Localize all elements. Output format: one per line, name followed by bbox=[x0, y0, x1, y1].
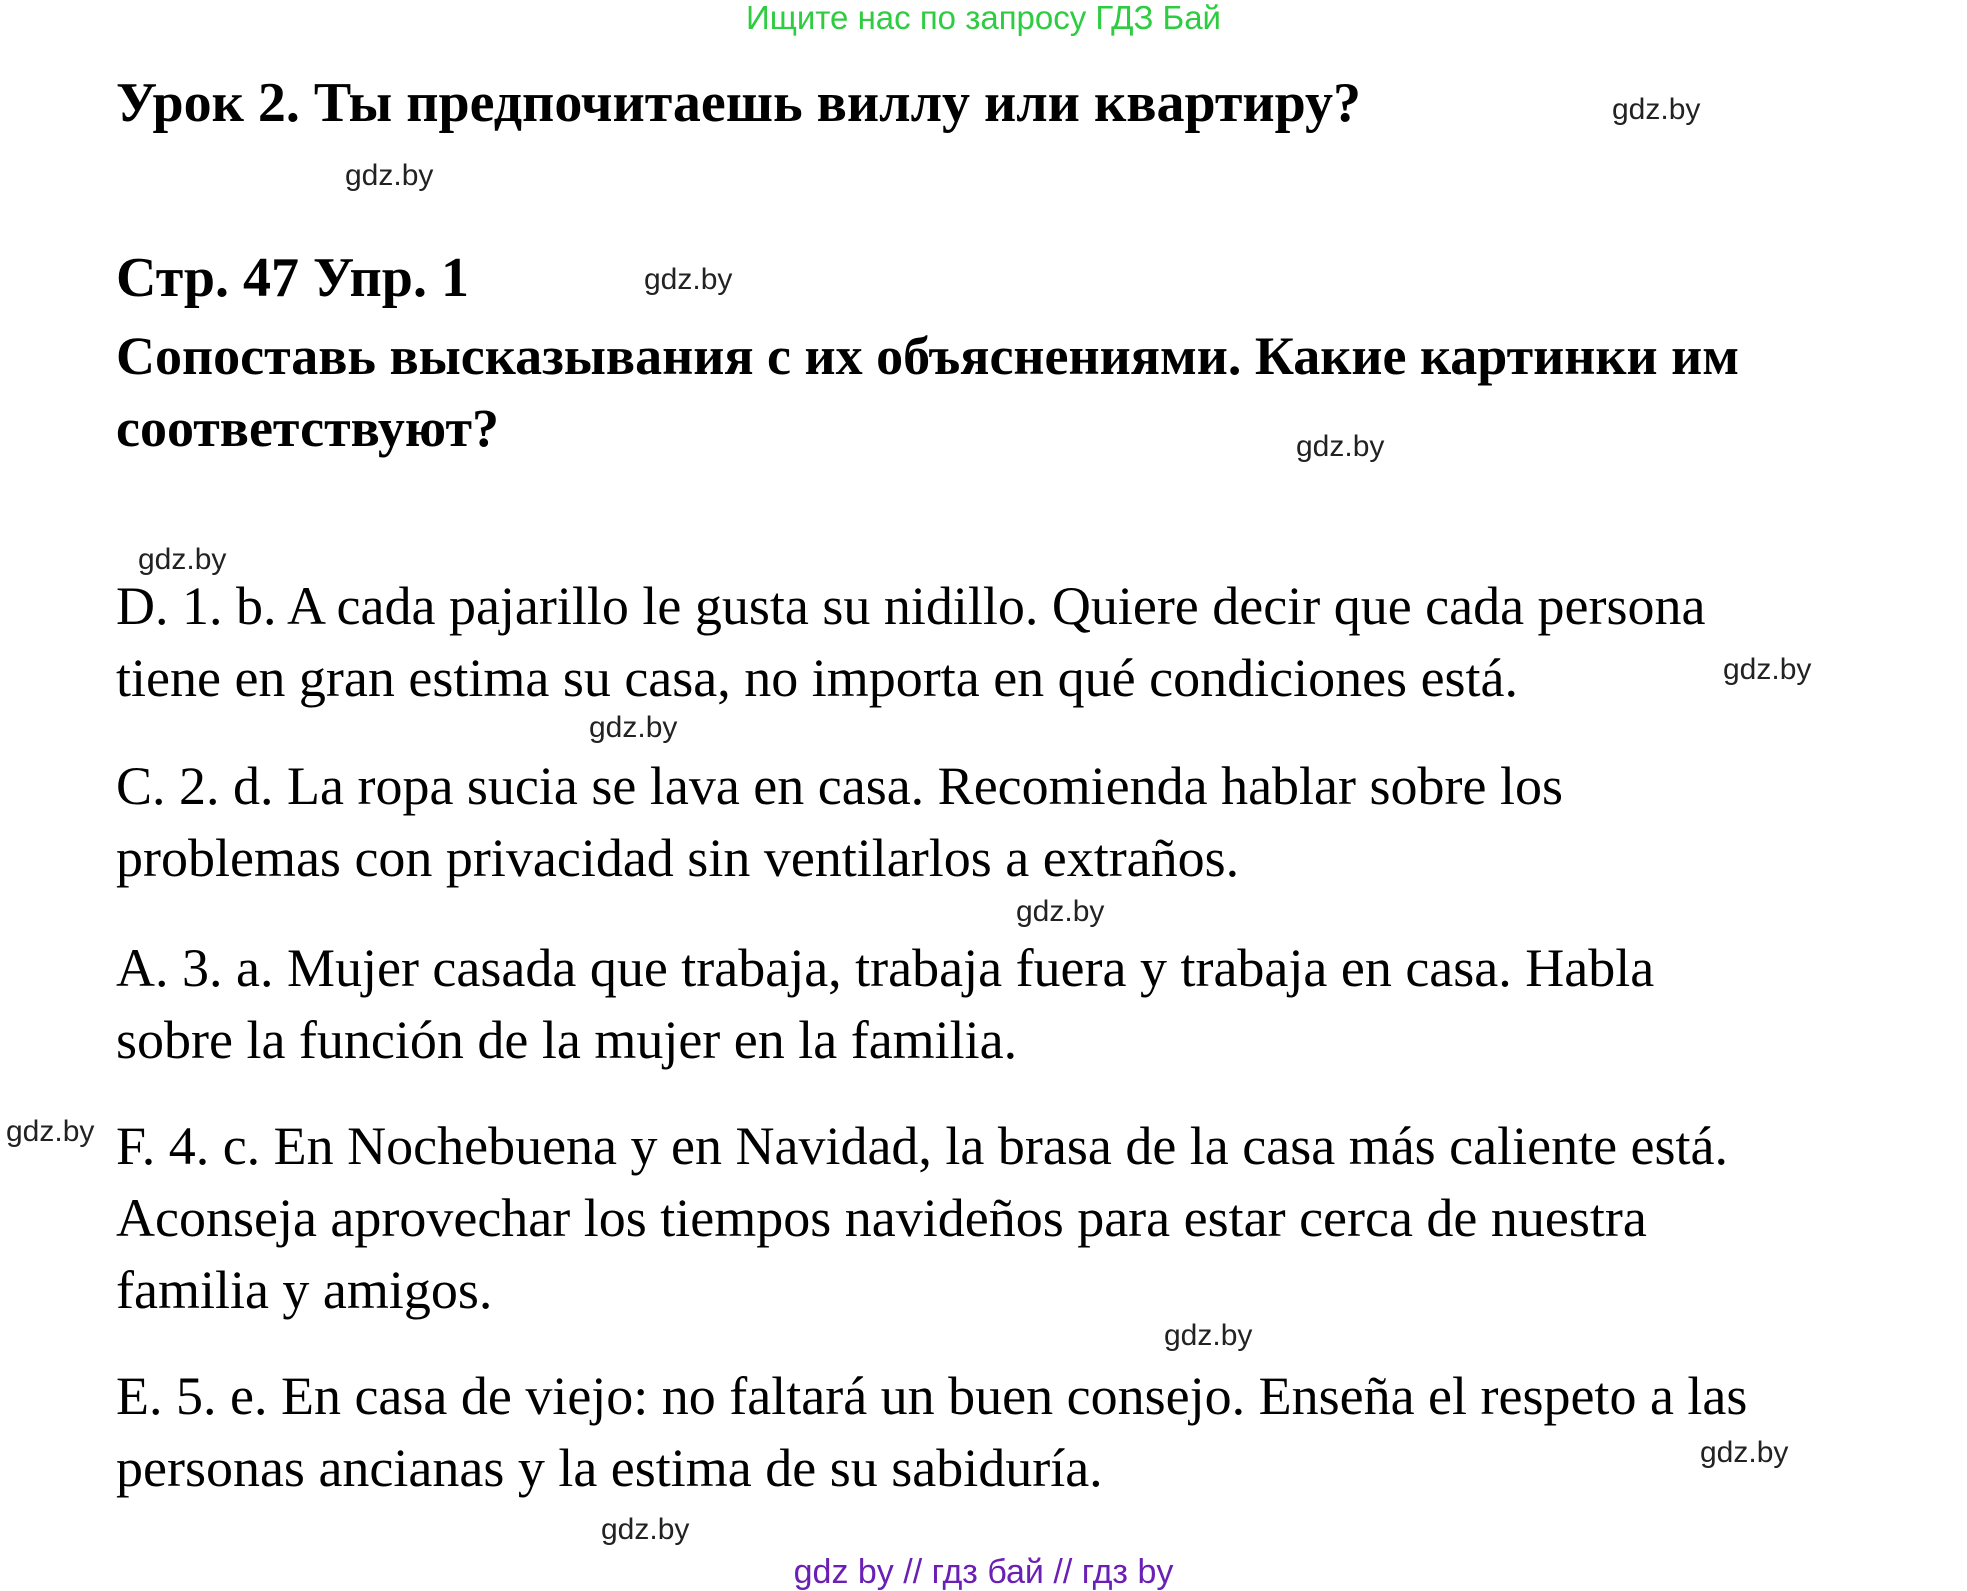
answer-line: sobre la función de la mujer en la familia. bbox=[116, 1010, 1018, 1070]
watermark: gdz.by bbox=[1723, 653, 1812, 686]
exercise-reference: Стр. 47 Упр. 1 bbox=[116, 247, 469, 309]
site-footer: gdz by // гдз бай // гдз by bbox=[793, 1553, 1174, 1591]
watermark: gdz.by bbox=[644, 263, 733, 296]
watermark: gdz.by bbox=[138, 543, 227, 576]
watermark: gdz.by bbox=[589, 711, 678, 744]
answer-line: A. 3. a. Mujer casada que trabaja, trabaja fuera y trabaja en casa. Habla bbox=[116, 938, 1655, 998]
lesson-title: Урок 2. Ты предпочитаешь виллу или квартиру? bbox=[116, 72, 1362, 134]
answer-line: Aconseja aprovechar los tiempos navideños para estar cerca de nuestra bbox=[116, 1188, 1647, 1248]
answer-line: familia y amigos. bbox=[116, 1260, 493, 1320]
watermark: gdz.by bbox=[1700, 1436, 1789, 1469]
watermark: gdz.by bbox=[345, 159, 434, 192]
watermark: gdz.by bbox=[1612, 93, 1701, 126]
answer-item bbox=[116, 1360, 1916, 1504]
watermark: gdz.by bbox=[601, 1513, 690, 1546]
answer-line: D. 1. b. A cada pajarillo le gusta su nidillo. Quiere decir que cada persona bbox=[116, 576, 1706, 636]
answer-item bbox=[116, 750, 1916, 894]
answer-item bbox=[116, 1110, 1916, 1326]
answer-line: personas ancianas y la estima de su sabiduría. bbox=[116, 1438, 1103, 1498]
exercise-instruction: Сопоставь высказывания с их объяснениями. Какие картинки им соответствуют? bbox=[116, 326, 1739, 458]
answer-line: problemas con privacidad sin ventilarlos a extraños. bbox=[116, 828, 1240, 888]
answer-line: tiene en gran estima su casa, no importa en qué condiciones está. bbox=[116, 648, 1519, 708]
watermark: gdz.by bbox=[6, 1115, 95, 1148]
answer-line: F. 4. c. En Nochebuena y en Navidad, la brasa de la casa más caliente está. bbox=[116, 1116, 1729, 1176]
answer-line: E. 5. e. En casa de viejo: no faltará un buen consejo. Enseña el respeto a las bbox=[116, 1366, 1748, 1426]
answer-line: C. 2. d. La ropa sucia se lava en casa. Recomienda hablar sobre los bbox=[116, 756, 1563, 816]
answer-item bbox=[116, 932, 1916, 1076]
answer-item bbox=[116, 570, 1916, 714]
search-banner: Ищите нас по запросу ГДЗ Бай bbox=[746, 0, 1221, 36]
watermark: gdz.by bbox=[1296, 430, 1385, 463]
watermark: gdz.by bbox=[1016, 895, 1105, 928]
watermark: gdz.by bbox=[1164, 1319, 1253, 1352]
